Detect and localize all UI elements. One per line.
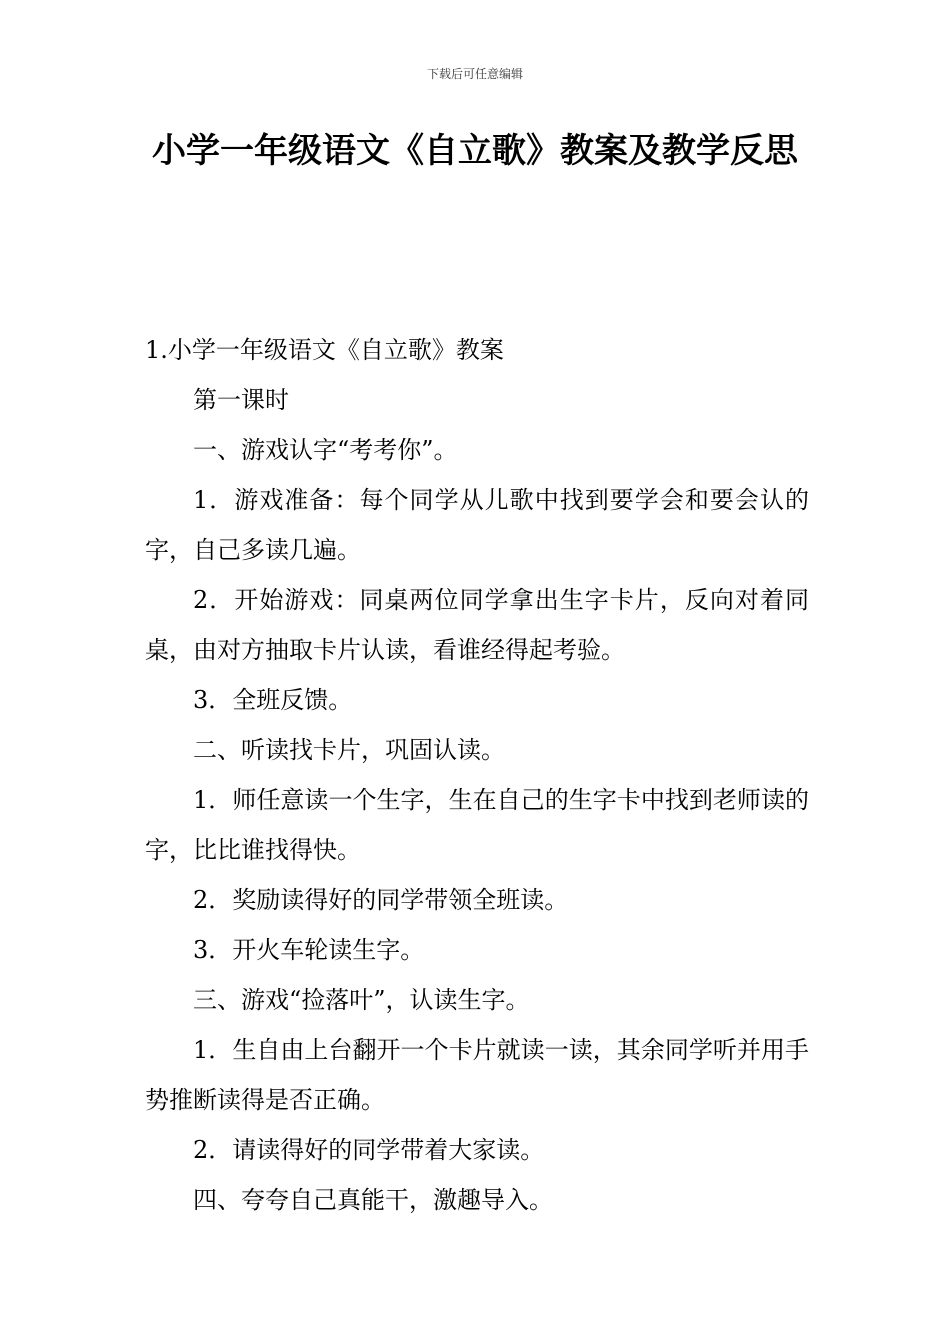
step-3-item-1: 1．生自由上台翻开一个卡片就读一读，其余同学听并用手势推断读得是否正确。 [145,1036,809,1114]
step-1-item-3: 3．全班反馈。 [193,686,353,714]
step-2-item-2: 2．奖励读得好的同学带领全班读。 [193,886,569,914]
document-body [145,325,809,1225]
section-heading: 1.小学一年级语文《自立歌》教案 [145,336,504,364]
step-heading-4: 四、夸夸自己真能干，激趣导入。 [193,1186,553,1214]
lesson-period: 第一课时 [193,386,289,414]
step-heading-2: 二、听读找卡片，巩固认读。 [193,736,505,764]
step-1-item-2: 2．开始游戏：同桌两位同学拿出生字卡片，反向对着同桌，由对方抽取卡片认读，看谁经得起考验。 [145,586,809,664]
step-2-item-1: 1．师任意读一个生字，生在自己的生字卡中找到老师读的字，比比谁找得快。 [145,786,809,864]
step-heading-3: 三、游戏“捡落叶”，认读生字。 [193,986,530,1014]
document-title: 小学一年级语文《自立歌》教案及教学反思 [152,131,798,171]
step-heading-1: 一、游戏认字“考考你”。 [193,436,458,464]
page-header-note: 下载后可任意编辑 [426,67,523,81]
step-2-item-3: 3．开火车轮读生字。 [193,936,425,964]
step-1-item-1: 1．游戏准备：每个同学从儿歌中找到要学会和要会认的字，自己多读几遍。 [145,486,809,564]
step-3-item-2: 2．请读得好的同学带着大家读。 [193,1136,545,1164]
